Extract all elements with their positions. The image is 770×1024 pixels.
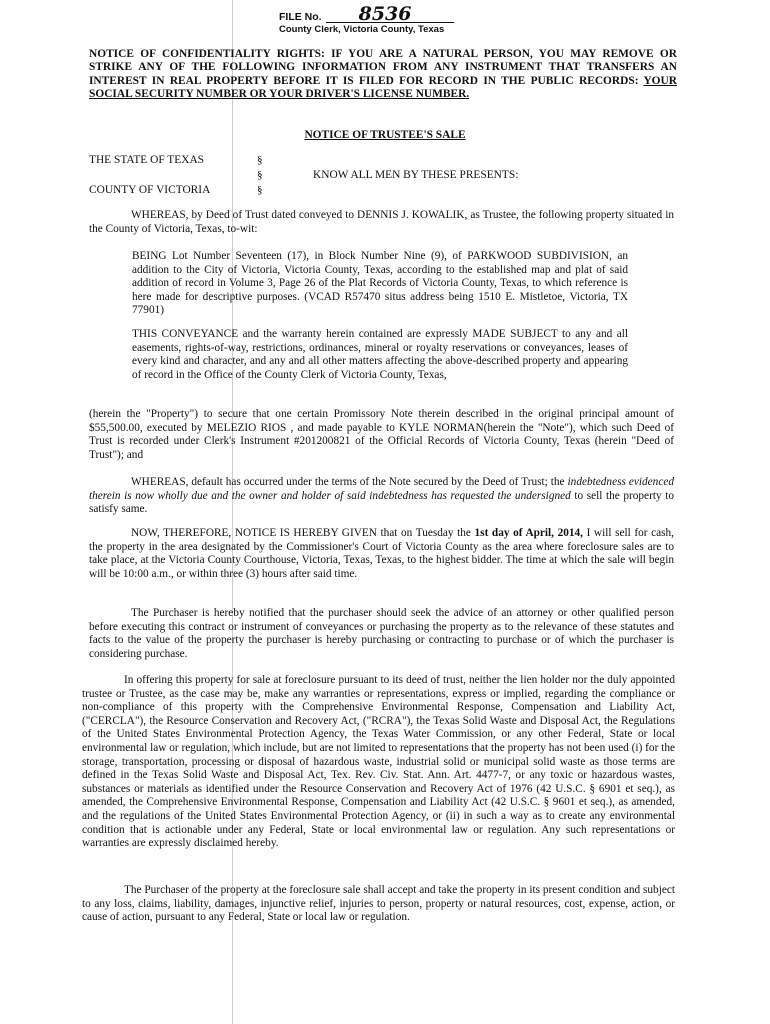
file-number: 8536 <box>326 6 454 23</box>
section-mark: § <box>257 184 263 196</box>
paragraph-legal-description: BEING Lot Number Seventeen (17), in Block Number Nine (9), of PARKWOOD SUBDIVISION, an addition to the City of Victoria, Victoria County, Texas, according to the established map and plat of said addition of record in Volume 3, Page 26 of the Plat Records of Victoria County, Texas, to which reference is here made for descriptive purposes. (VCAD R57470 situs address being 1510 E. Mistletoe, Victoria, TX 77901) <box>132 250 628 317</box>
section-mark: § <box>257 169 263 181</box>
page-title: NOTICE OF TRUSTEE'S SALE <box>304 129 466 141</box>
paragraph-property-note: (herein the "Property") to secure that one certain Promissory Note therein described in the original principal amount of $55,500.00, executed by MELEZIO RIOS , and made payable to KYLE NORMAN(herein the "Note"), which such Deed of Trust is recorded under Clerk's Instrument #201200821 of the Official Records of Victoria County, Texas (herein "Deed of Trust"); and <box>89 408 674 461</box>
sale-details: I will sell for cash, the property in the area designated by the Commissioner's Court of Victoria County as the area where foreclosure sales are to take place, at the Victoria County Courthouse, Victoria, Texas, Texas, to the highest bidder. The time at which the sale will begin will be 10:00 a.m., or within three (3) hours after said time. <box>89 527 674 580</box>
sale-notice-text: NOW, THEREFORE, NOTICE IS HEREBY GIVEN that on Tuesday the <box>131 527 475 539</box>
paragraph-whereas-default <box>89 476 674 517</box>
paragraph-purchaser-advice: The Purchaser is hereby notified that the purchaser should seek the advice of an attorney or other qualified person before executing this contract or instrument of conveyances or purchasing the property as to the relevance of these statutes and facts to the value of the property the purchaser is hereby purchasing or contracting to purchase or of which the purchaser is considering purchase. <box>89 607 674 660</box>
file-label: FILE No. <box>279 11 322 23</box>
caption-state: THE STATE OF TEXAS <box>89 154 205 166</box>
whereas-default-text: WHEREAS, default has occurred under the terms of the Note secured by the Deed of Trust; the <box>131 476 568 488</box>
caption-county: COUNTY OF VICTORIA <box>89 184 211 196</box>
whereas-default-italic: indebtedness evidenced therein is now wholly due and the owner and holder of said indebtedness has requested the undersigned <box>89 476 675 502</box>
know-all-men: KNOW ALL MEN BY THESE PRESENTS: <box>313 169 519 181</box>
whereas-default-end: to sell the property to satisfy same. <box>89 489 674 516</box>
confidentiality-underlined: YOUR SOCIAL SECURITY NUMBER OR YOUR DRIVER'S LICENSE NUMBER. <box>89 74 677 101</box>
section-mark: § <box>257 154 263 166</box>
sale-date: 1st day of April, 2014, <box>474 527 583 539</box>
clerk-line: County Clerk, Victoria County, Texas <box>279 24 445 35</box>
confidentiality-text: NOTICE OF CONFIDENTIALITY RIGHTS: IF YOU ARE A NATURAL PERSON, YOU MAY REMOVE OR STRIKE ANY OF THE FOLLOWING INFORMATION FROM ANY INSTRUMENT THAT TRANSFERS AN INTEREST IN REAL PROPERTY BEFORE IT IS FILED FOR RECORD IN THE PUBLIC RECORDS: <box>89 48 677 87</box>
confidentiality-notice <box>89 48 677 102</box>
paragraph-notice-of-sale <box>89 527 674 581</box>
paragraph-whereas-1: WHEREAS, by Deed of Trust dated conveyed to DENNIS J. KOWALIK, as Trustee, the following property situated in the County of Victoria, Texas, to-wit: <box>89 209 674 235</box>
file-stamp <box>279 3 499 35</box>
paragraph-environmental-disclaimer: In offering this property for sale at foreclosure pursuant to its deed of trust, neither the lien holder nor the duly appointed trustee or Trustee, as the case may be, make any warranties or representations, express or implied, regarding the compliance or non-compliance of this property with the Comprehensive Environmental Response, Compensation and Liability Act, ("CERCLA"), the Resource Conservation and Recovery Act, ("RCRA"), the Texas Solid Waste and Disposal Act, the Regulations of the United States Environmental Protection Agency, the Texas Water Commission, or any other Federal, State or local environmental law or regulation, which include, but are not limited to representations that the property has not been used (i) for the storage, transportation, processing or disposal of hazardous waste, industrial solid or municipal solid waste as those terms are defined in the Texas Solid Waste and Disposal Act, Tex. Rev. Civ. Stat. Ann. Art. 4477-7, or any toxic or hazardous wastes, substances or materials as identified under the Resource Conservation and Recovery Act of 1976 (42 U.S.C. § 6901 et seq.), as amended, the Comprehensive Environmental Response, Compensation and Liability Act (42 U.S.C. § 9601 et seq.), as amended, and the regulations of the United States Environmental Protection Agency, or (ii) in such a way as to create any environmental condition that is actionable under any Federal, State or local environmental law or regulation. Any such representations or warranties are expressly disclaimed hereby. <box>82 674 675 850</box>
paragraph-purchaser-condition: The Purchaser of the property at the foreclosure sale shall accept and take the property in its present condition and subject to any loss, claims, liability, damages, injunctive relief, injuries to person, property or natural resources, cost, expense, action, or cause of action, pursuant to any Federal, State or local law or regulation. <box>82 884 675 924</box>
paragraph-conveyance: THIS CONVEYANCE and the warranty herein contained are expressly MADE SUBJECT to any and all easements, rights-of-way, restrictions, ordinances, mineral or royalty reservations or conveyances, leases of every kind and character, and any and all other matters affecting the above-described property and appearing of record in the Office of the County Clerk of Victoria County, Texas, <box>132 328 628 381</box>
